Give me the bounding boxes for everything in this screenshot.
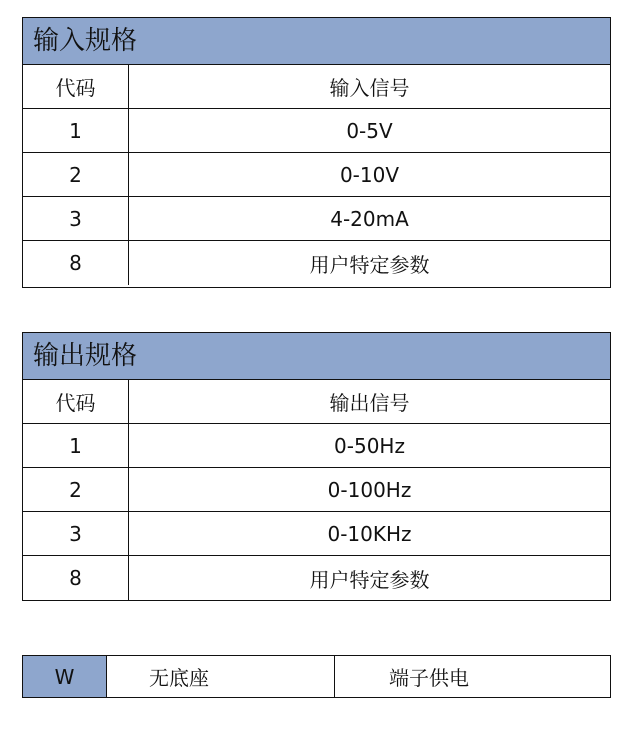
base-option-table	[22, 655, 611, 698]
base-option-power: 端子供电	[389, 666, 469, 690]
output-spec-header-row	[23, 380, 610, 424]
signal-cell: 0-10KHz	[327, 521, 412, 546]
code-cell: 8	[23, 556, 129, 600]
code-cell: 2	[23, 468, 129, 511]
table-row	[23, 109, 610, 153]
signal-cell: 4-20mA	[330, 206, 409, 231]
code-cell: 8	[23, 241, 129, 285]
base-option-code: W	[23, 656, 107, 697]
code-cell: 2	[23, 153, 129, 196]
table-row	[23, 512, 610, 556]
signal-cell: 用户特定参数	[309, 567, 430, 592]
code-cell: 3	[23, 512, 129, 555]
signal-cell: 0-100Hz	[327, 477, 412, 502]
code-cell: 1	[23, 424, 129, 467]
table-row	[23, 153, 610, 197]
input-spec-title: 输入规格	[23, 18, 610, 65]
signal-cell: 0-10V	[339, 162, 400, 187]
table-row	[23, 424, 610, 468]
code-column-header: 代码	[23, 65, 129, 108]
input-signal-column-header: 输入信号	[329, 76, 410, 100]
input-spec-header-row	[23, 65, 610, 109]
output-spec-title: 输出规格	[23, 333, 610, 380]
signal-cell: 0-50Hz	[334, 433, 405, 458]
input-spec-table	[22, 17, 611, 288]
code-cell: 1	[23, 109, 129, 152]
signal-cell: 用户特定参数	[309, 252, 430, 277]
table-row	[23, 197, 610, 241]
output-spec-table	[22, 332, 611, 601]
signal-cell: 0-5V	[346, 118, 393, 143]
base-option-mount: 无底座	[107, 656, 335, 697]
table-row	[23, 556, 610, 600]
table-row	[23, 241, 610, 285]
code-column-header: 代码	[23, 380, 129, 423]
table-row	[23, 468, 610, 512]
code-cell: 3	[23, 197, 129, 240]
output-signal-column-header: 输出信号	[329, 391, 410, 415]
